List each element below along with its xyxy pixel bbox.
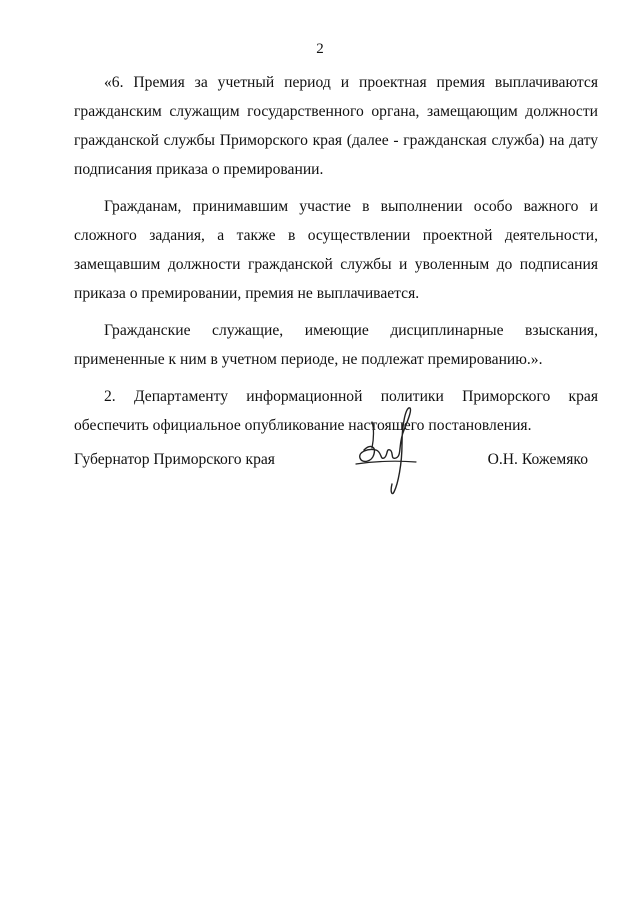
page-number: 2 [316, 41, 324, 57]
paragraph-premium-payment: «6. Премия за учетный период и проектная премия выплачиваются гражданским служащим государственного органа, замещающим должности гражданской службы Приморского края (далее - гражданская служба) на дату подписания приказа о премировании. [74, 74, 598, 178]
handwritten-signature [346, 404, 426, 504]
document-body [74, 68, 598, 448]
signature-block [74, 440, 598, 500]
paragraph-dismissed-citizens: Гражданам, принимавшим участие в выполнении особо важного и сложного задания, а также в осуществлении проектной деятельности, замещавшим должности гражданской службы и уволенным до подписания приказа о премировании, премия не выплачивается. [74, 198, 598, 302]
paragraph-disciplinary: Гражданские служащие, имеющие дисциплинарные взыскания, примененные к ним в учетном периоде, не подлежат премированию.». [74, 322, 598, 368]
paragraph-publication: 2. Департаменту информационной политики Приморского края обеспечить официальное опубликование настоящего постановления. [74, 388, 598, 434]
signer-name: О.Н. Кожемяко [487, 451, 588, 468]
signer-position: Губернатор Приморского края [74, 451, 275, 468]
